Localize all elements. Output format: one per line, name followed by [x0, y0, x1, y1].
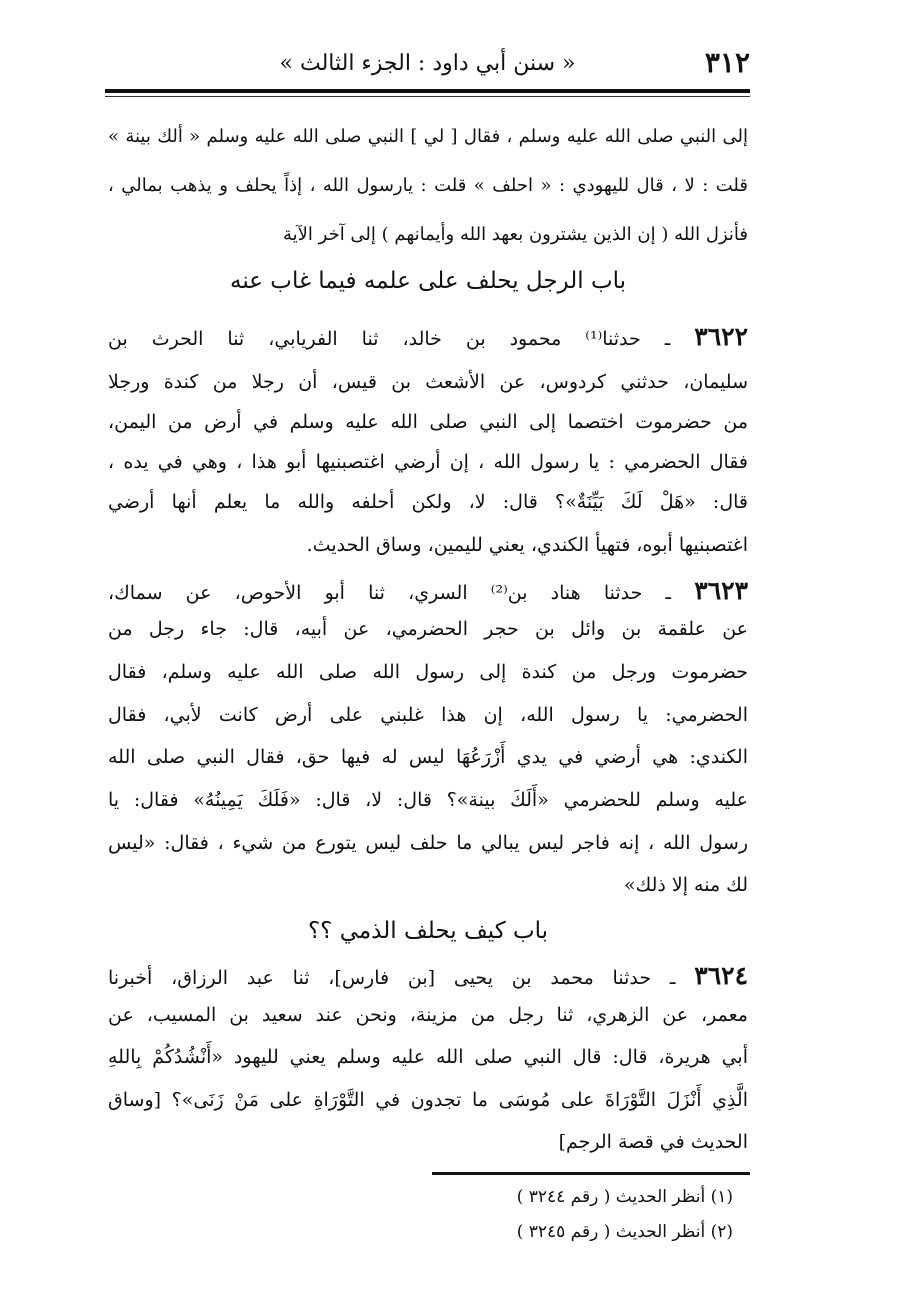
- hadith-number: ٣٦٢٢: [694, 322, 748, 351]
- hadith-line: الَّذِي أَنْزَلَ التَّوْرَاةَ على مُوسَى ما تجدون في التَّوْرَاةِ على مَنْ زَنَى»؟ [وساق: [108, 1089, 748, 1111]
- hadith-number: ٣٦٢٣: [694, 576, 748, 605]
- footnote-rule: [432, 1172, 750, 1175]
- header-rule-thin: [105, 96, 750, 97]
- section-heading: باب كيف يحلف الذمي ؟؟: [307, 918, 549, 944]
- hadith-line: اغتصبنيها أبوه، فتهيأ الكندي، يعني لليمين، وساق الحديث.: [306, 534, 748, 556]
- section-heading: باب الرجل يحلف على علمه فيما غاب عنه: [229, 268, 627, 294]
- intro-line: إلى النبي صلى الله عليه وسلم ، فقال [ لي ] النبي صلى الله عليه وسلم « ألك بينة »: [108, 126, 748, 147]
- hadith-text: ـ حدثنا⁽¹⁾ محمود بن خالد، ثنا الفريابي، ثنا الحرث بن: [108, 328, 695, 350]
- hadith-line: الحديث في قصة الرجم]: [558, 1131, 748, 1153]
- intro-line: قلت : لا ، قال لليهودي : « احلف » قلت : يارسول الله ، إذاً يحلف و يذهب بمالي ،: [108, 175, 749, 196]
- hadith-line: فقال الحضرمي : يا رسول الله ، إن أرضي اغتصبنيها أبو هذا ، وهي في يده ،: [108, 451, 748, 473]
- hadith-line: أبي هريرة، قال: قال النبي صلى الله عليه وسلم يعني لليهود «أَنْشُدُكُمْ بِاللهِ: [108, 1046, 748, 1068]
- page-header: [105, 40, 750, 86]
- intro-line: فأنزل الله ( إن الذين يشترون بعهد الله وأيمانهم ) إلى آخر الآية: [282, 224, 748, 245]
- hadith-line: لك منه إلا ذلك»: [623, 874, 748, 896]
- page-number: ٣١٢: [704, 46, 750, 79]
- hadith-first-line: [108, 322, 748, 351]
- footnote: (٢) أنظر الحديث ( رقم ٣٢٤٥ ): [516, 1222, 733, 1242]
- footnote: (١) أنظر الحديث ( رقم ٣٢٤٤ ): [516, 1187, 733, 1207]
- header-rule: [105, 89, 750, 93]
- hadith-line: عليه وسلم للحضرمي «أَلَكَ بينة»؟ قال: لا، قال: «فَلَكَ يَمِينُهُ» فقال: يا: [108, 789, 748, 811]
- hadith-first-line: [108, 961, 748, 990]
- hadith-line: عن علقمة بن وائل بن حجر الحضرمي، عن أبيه، قال: جاء رجل من: [108, 618, 748, 640]
- hadith-first-line: [108, 576, 748, 605]
- hadith-number: ٣٦٢٤: [694, 961, 748, 990]
- hadith-line: قال: «هَلْ لَكَ بَيِّنَةٌ»؟ قال: لا، ولكن أحلفه والله ما يعلم أنها أرضي: [108, 491, 748, 513]
- hadith-line: من حضرموت اختصما إلى النبي صلى الله عليه وسلم في أرض من اليمن،: [108, 411, 748, 433]
- hadith-text: ـ حدثنا محمد بن يحيى [بن فارس]، ثنا عبد الرزاق، أخبرنا: [108, 967, 695, 989]
- hadith-line: معمر، عن الزهري، ثنا رجل من مزينة، ونحن عند سعيد بن المسيب، عن: [108, 1004, 748, 1026]
- hadith-line: رسول الله ، إنه فاجر ليس يبالي ما حلف ليس يتورع من شيء ، فقال: «ليس: [108, 832, 748, 854]
- hadith-line: الكندي: هي أرضي في يدي أَزْرَعُهَا ليس له فيها حق، فقال النبي صلى الله: [108, 746, 748, 768]
- hadith-text: ـ حدثنا هناد بن⁽²⁾ السري، ثنا أبو الأحوص، عن سماك،: [108, 582, 695, 604]
- running-title: « سنن أبي داود : الجزء الثالث »: [279, 50, 576, 76]
- hadith-line: سليمان، حدثني كردوس، عن الأشعث بن قيس، أن رجلا من كندة ورجلا: [108, 371, 748, 393]
- hadith-line: الحضرمي: يا رسول الله، إن هذا غلبني على أرض كانت لأبي، فقال: [108, 704, 748, 726]
- hadith-line: حضرموت ورجل من كندة إلى رسول الله صلى الله عليه وسلم، فقال: [108, 661, 748, 683]
